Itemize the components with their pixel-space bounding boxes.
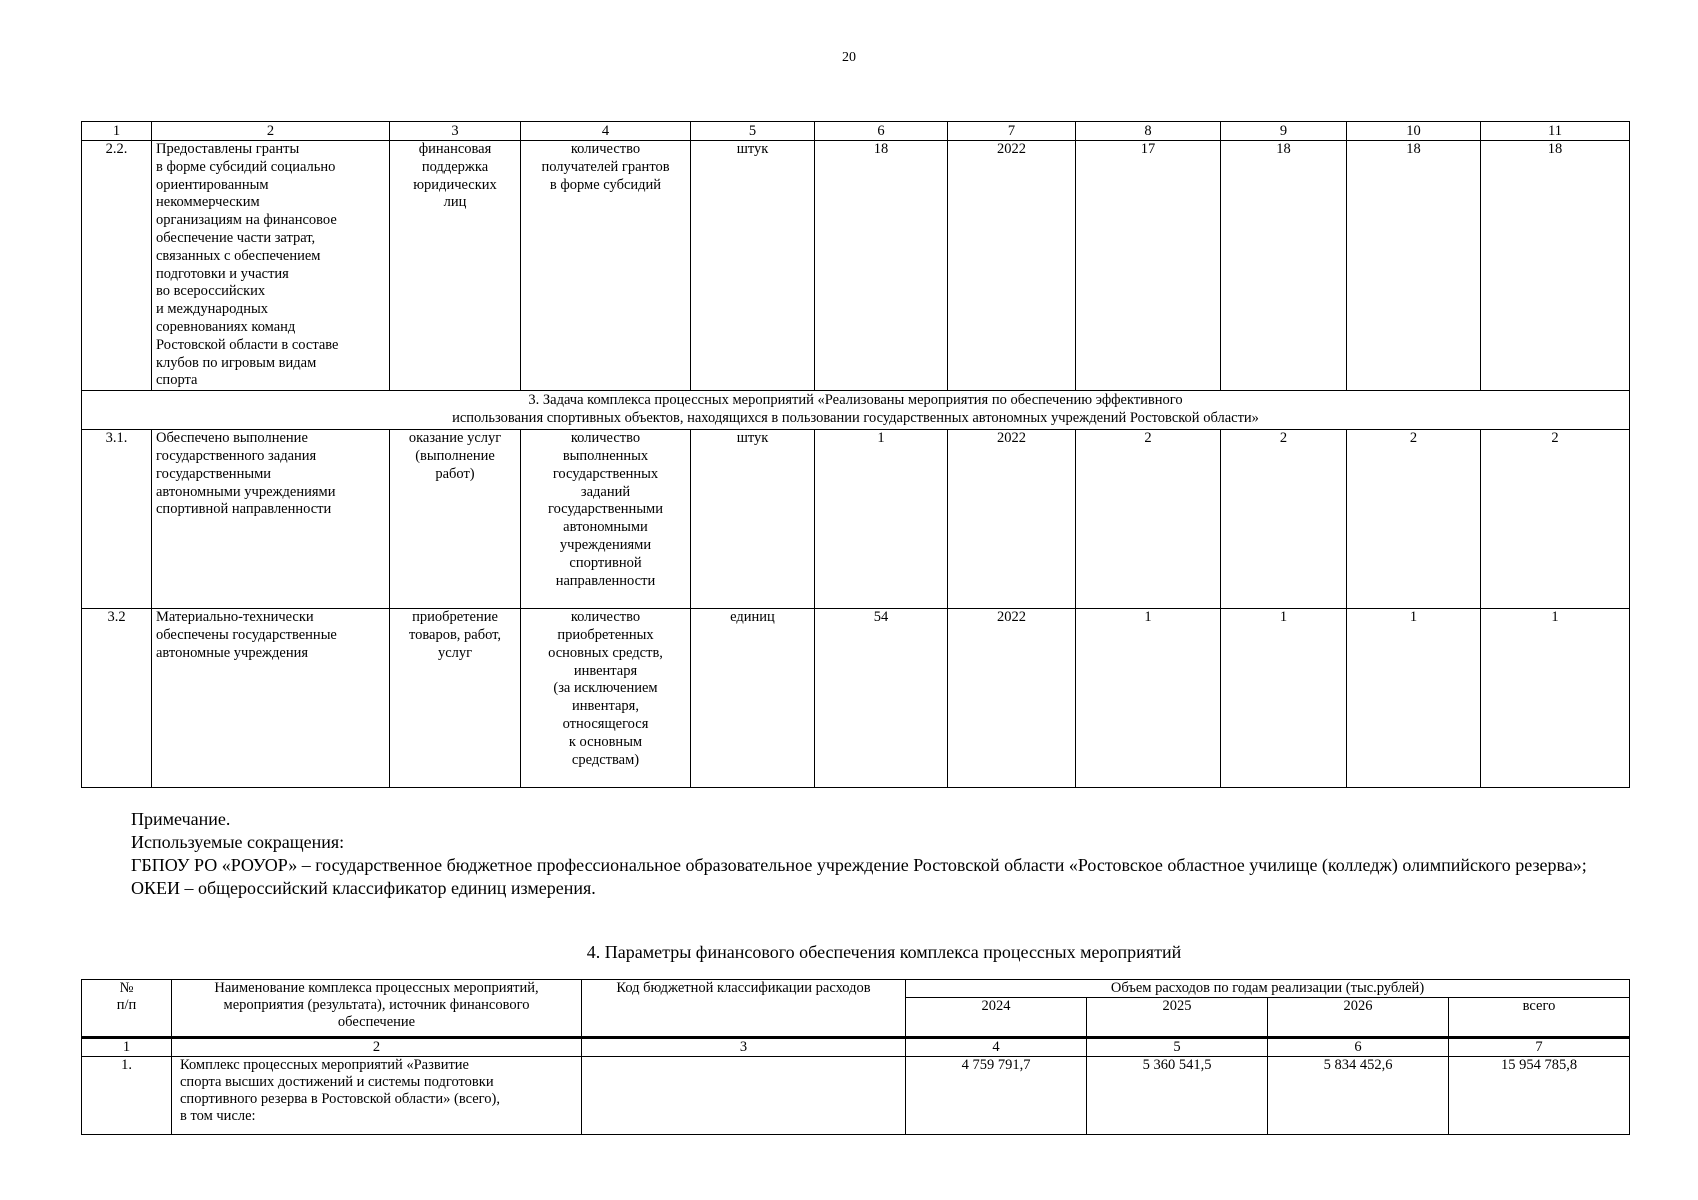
col-number: 6 xyxy=(1268,1038,1449,1057)
note-line: ГБПОУ РО «РОУОР» – государственное бюджетное профессиональное образовательное учреждение Ростовской области «Ростовское областное училище (колледж) олимпийского резерва»; xyxy=(131,855,1587,875)
column-number-row xyxy=(82,122,1630,141)
table-row xyxy=(82,609,1630,788)
col-number: 6 xyxy=(815,122,948,141)
result-type: приобретение товаров, работ, услуг xyxy=(390,609,521,788)
result-name: Предоставлены гранты в форме субсидий социально ориентированным некоммерческим организациям на финансовое обеспечение части затрат, связанных с обеспечением подготовки и участия во всероссийских и международных соревнованиях команд Ростовской области в составе клубов по игровым видам спорта xyxy=(152,141,390,391)
row-number: 1. xyxy=(82,1057,172,1135)
task-heading: 3. Задача комплекса процессных мероприятий «Реализованы мероприятия по обеспечению эффективного использования спортивных объектов, находящихся в пользовании государственных автономных учреждений Ростовской области» xyxy=(82,391,1630,430)
col-number: 9 xyxy=(1221,122,1347,141)
amount-2024: 4 759 791,7 xyxy=(906,1057,1087,1135)
program-name: Комплекс процессных мероприятий «Развитие спорта высших достижений и системы подготовки спортивного резерва в Ростовской области» (всего), в том числе: xyxy=(172,1057,582,1135)
notes-block xyxy=(81,808,1629,900)
year-2025: 2025 xyxy=(1087,998,1268,1038)
result-type: оказание услуг (выполнение работ) xyxy=(390,430,521,609)
col-number: 10 xyxy=(1347,122,1481,141)
value-cell: 1 xyxy=(1076,609,1221,788)
base-value: 1 xyxy=(815,430,948,609)
result-name: Обеспечено выполнение государственного задания государственными автономными учреждениями спортивной направленности xyxy=(152,430,390,609)
value-cell: 1 xyxy=(1221,609,1347,788)
col-number: 2 xyxy=(152,122,390,141)
value-cell: 18 xyxy=(1481,141,1630,391)
col-number: 3 xyxy=(582,1038,906,1057)
col-number: 1 xyxy=(82,122,152,141)
section-title: 4. Параметры финансового обеспечения комплекса процессных мероприятий xyxy=(586,942,1182,962)
col-number: 4 xyxy=(906,1038,1087,1057)
col-number: 11 xyxy=(1481,122,1630,141)
indicator: количество приобретенных основных средств, инвентаря (за исключением инвентаря, относящегося к основным средствам) xyxy=(521,609,691,788)
table-row xyxy=(82,141,1630,391)
year-total: всего xyxy=(1449,998,1630,1038)
col-number: 1 xyxy=(82,1038,172,1057)
col-number: 4 xyxy=(521,122,691,141)
header-name: Наименование комплекса процессных мероприятий, мероприятия (результата), источник финансового обеспечение xyxy=(172,980,582,1038)
indicator: количество выполненных государственных заданий государственными автономными учреждениями спортивной направленности xyxy=(521,430,691,609)
header-row xyxy=(82,980,1630,998)
value-cell: 2 xyxy=(1481,430,1630,609)
value-cell: 1 xyxy=(1347,609,1481,788)
base-year: 2022 xyxy=(948,609,1076,788)
note-line: Примечание. xyxy=(131,809,231,829)
financing-table xyxy=(81,979,1630,1135)
value-cell: 2 xyxy=(1347,430,1481,609)
col-number: 8 xyxy=(1076,122,1221,141)
row-number: 2.2. xyxy=(82,141,152,391)
page-number: 20 xyxy=(842,50,856,65)
value-cell: 1 xyxy=(1481,609,1630,788)
col-number: 2 xyxy=(172,1038,582,1057)
budget-code xyxy=(582,1057,906,1135)
base-year: 2022 xyxy=(948,141,1076,391)
unit: единиц xyxy=(691,609,815,788)
column-number-row xyxy=(82,1038,1630,1057)
header-code: Код бюджетной классификации расходов xyxy=(582,980,906,1038)
value-cell: 2 xyxy=(1221,430,1347,609)
base-year: 2022 xyxy=(948,430,1076,609)
value-cell: 17 xyxy=(1076,141,1221,391)
note-line: ОКЕИ – общероссийский классификатор единиц измерения. xyxy=(131,878,596,898)
col-number: 5 xyxy=(1087,1038,1268,1057)
amount-2025: 5 360 541,5 xyxy=(1087,1057,1268,1135)
year-2026: 2026 xyxy=(1268,998,1449,1038)
col-number: 5 xyxy=(691,122,815,141)
col-number: 3 xyxy=(390,122,521,141)
task-heading-row xyxy=(82,391,1630,430)
indicator: количество получателей грантов в форме субсидий xyxy=(521,141,691,391)
result-name: Материально-технически обеспечены государственные автономные учреждения xyxy=(152,609,390,788)
base-value: 54 xyxy=(815,609,948,788)
row-number: 3.2 xyxy=(82,609,152,788)
col-number: 7 xyxy=(948,122,1076,141)
value-cell: 2 xyxy=(1076,430,1221,609)
amount-2026: 5 834 452,6 xyxy=(1268,1057,1449,1135)
result-type: финансовая поддержка юридических лиц xyxy=(390,141,521,391)
table-row xyxy=(82,1057,1630,1135)
year-2024: 2024 xyxy=(906,998,1087,1038)
unit: штук xyxy=(691,141,815,391)
amount-total: 15 954 785,8 xyxy=(1449,1057,1630,1135)
value-cell: 18 xyxy=(1347,141,1481,391)
header-volume: Объем расходов по годам реализации (тыс.рублей) xyxy=(906,980,1630,998)
indicators-table xyxy=(81,121,1630,788)
table-row xyxy=(82,430,1630,609)
unit: штук xyxy=(691,430,815,609)
note-line: Используемые сокращения: xyxy=(131,832,345,852)
base-value: 18 xyxy=(815,141,948,391)
header-num: № п/п xyxy=(82,980,172,1038)
row-number: 3.1. xyxy=(82,430,152,609)
col-number: 7 xyxy=(1449,1038,1630,1057)
value-cell: 18 xyxy=(1221,141,1347,391)
